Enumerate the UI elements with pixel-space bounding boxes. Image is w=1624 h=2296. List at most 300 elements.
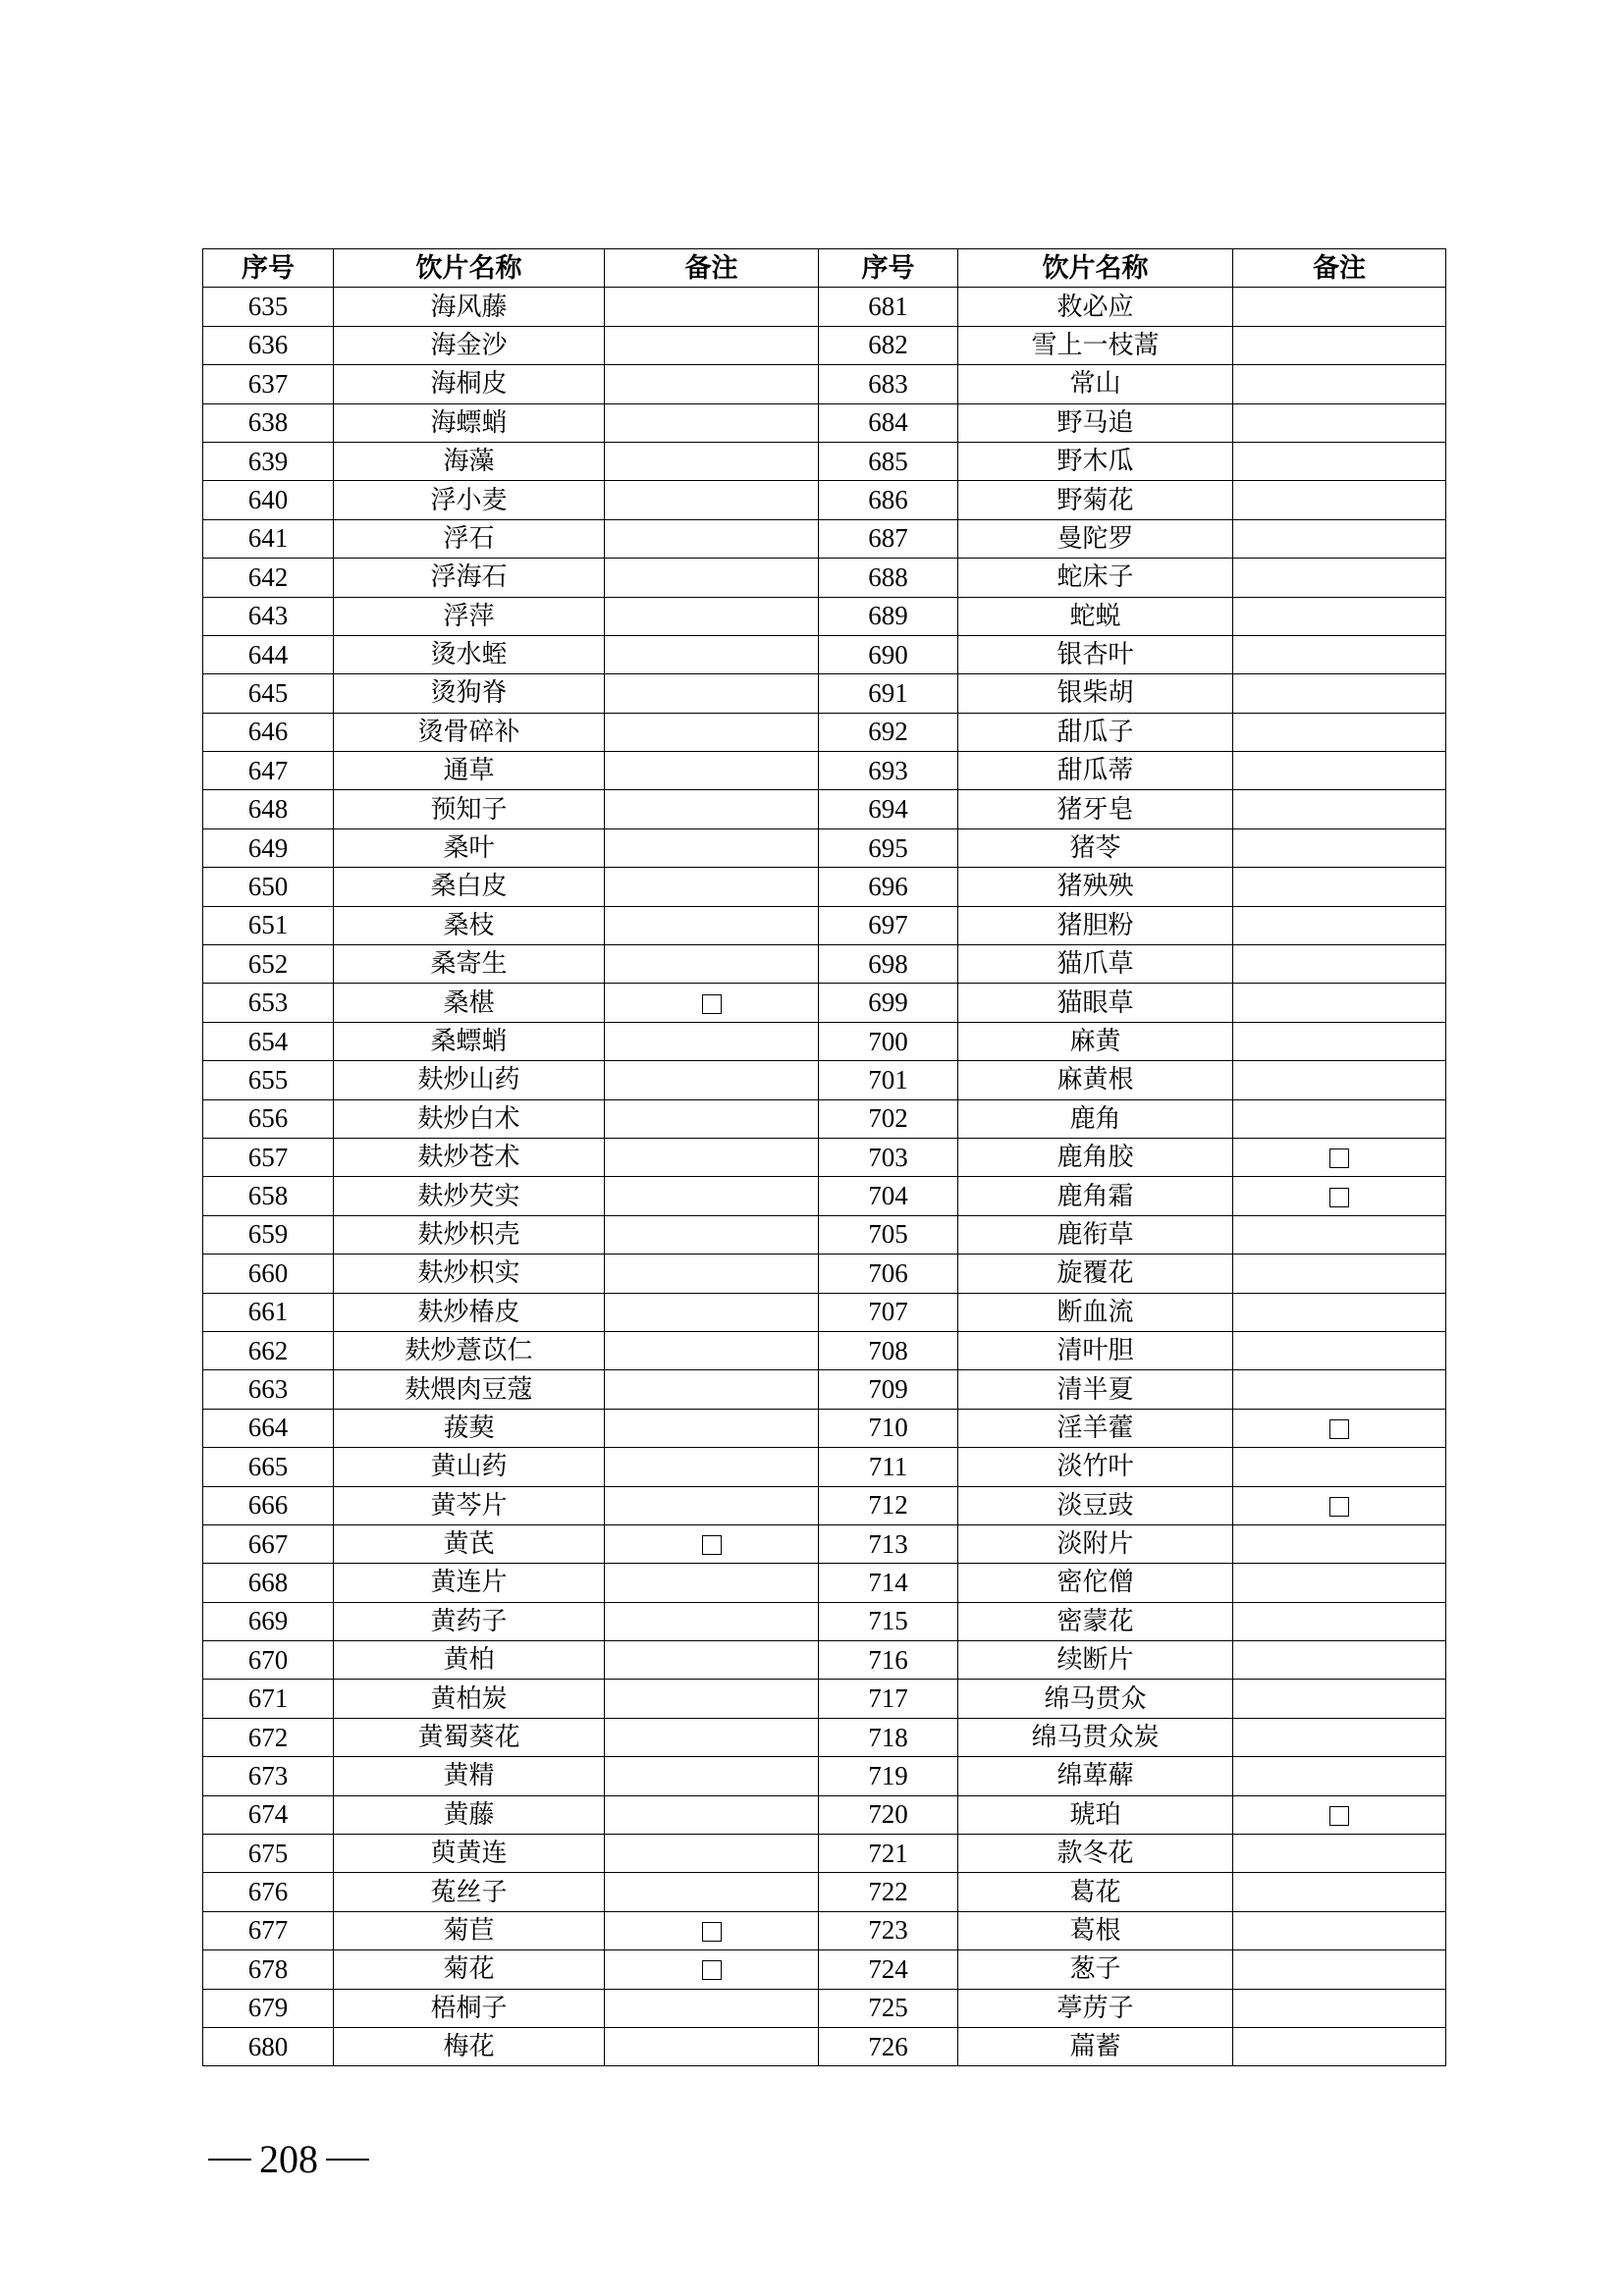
table-row: [203, 1641, 1446, 1680]
herb-number: 721: [819, 1835, 958, 1873]
herb-number: 724: [819, 1950, 958, 1989]
herb-name: 甜瓜子: [958, 713, 1233, 751]
herb-name: 黄柏: [334, 1641, 605, 1680]
herb-note: [605, 365, 819, 403]
herb-note: [605, 1331, 819, 1369]
table-row: [203, 906, 1446, 944]
table-row: [203, 1215, 1446, 1254]
herb-note: [605, 1680, 819, 1718]
herb-name: 预知子: [334, 790, 605, 828]
herb-note: [605, 1950, 819, 1989]
herb-note: [605, 713, 819, 751]
herb-name: 桑枝: [334, 906, 605, 944]
herb-number: 698: [819, 945, 958, 984]
herb-name: 烫水蛭: [334, 635, 605, 673]
herb-number: 717: [819, 1680, 958, 1718]
herb-note: [605, 868, 819, 906]
herb-name: 浮小麦: [334, 481, 605, 519]
herb-name: 黄藤: [334, 1795, 605, 1834]
herb-name: 雪上一枝蒿: [958, 326, 1233, 364]
herb-note: [1233, 559, 1446, 597]
herb-note: [605, 1524, 819, 1563]
herb-note: [1233, 1795, 1446, 1834]
table-row: [203, 1524, 1446, 1563]
herb-name: 桑椹: [334, 984, 605, 1022]
table-row: [203, 1448, 1446, 1486]
herb-number: 689: [819, 597, 958, 635]
herb-number: 672: [203, 1718, 334, 1756]
herb-number: 718: [819, 1718, 958, 1756]
herb-number: 662: [203, 1331, 334, 1369]
table-row: [203, 984, 1446, 1022]
herb-note: [605, 1061, 819, 1099]
herb-number: 679: [203, 1989, 334, 2027]
table-row: [203, 713, 1446, 751]
herb-number: 700: [819, 1022, 958, 1060]
herb-name: 葱子: [958, 1950, 1233, 1989]
herb-name: 萹蓄: [958, 2027, 1233, 2065]
herb-name: 黄芩片: [334, 1486, 605, 1524]
herb-number: 669: [203, 1602, 334, 1640]
checkbox-icon: [1329, 1806, 1349, 1826]
herb-number: 726: [819, 2027, 958, 2065]
herb-name: 麸炒白术: [334, 1099, 605, 1138]
herb-name: 麸炒山药: [334, 1061, 605, 1099]
herb-name: 葛根: [958, 1911, 1233, 1949]
header-number-right: 序号: [819, 249, 958, 288]
herb-name: 海螵蛸: [334, 403, 605, 442]
herb-name: 麸煨肉豆蔻: [334, 1370, 605, 1409]
herb-note: [1233, 1293, 1446, 1331]
table-row: [203, 1564, 1446, 1602]
herb-note: [605, 1641, 819, 1680]
herb-number: 667: [203, 1524, 334, 1563]
herb-name: 鹿衔草: [958, 1215, 1233, 1254]
herb-number: 704: [819, 1177, 958, 1215]
herb-number: 645: [203, 674, 334, 713]
table-row: [203, 1602, 1446, 1640]
herb-name: 浮石: [334, 519, 605, 558]
herb-name: 麸炒苍术: [334, 1138, 605, 1176]
herb-name: 黄芪: [334, 1524, 605, 1563]
herb-note: [605, 403, 819, 442]
herb-number: 685: [819, 442, 958, 480]
herb-note: [1233, 403, 1446, 442]
herb-name: 鹿角: [958, 1099, 1233, 1138]
herb-note: [1233, 790, 1446, 828]
herb-name: 琥珀: [958, 1795, 1233, 1834]
herb-note: [605, 1486, 819, 1524]
herb-name: 菟丝子: [334, 1873, 605, 1911]
herb-name: 续断片: [958, 1641, 1233, 1680]
herb-name: 野马追: [958, 403, 1233, 442]
herb-number: 676: [203, 1873, 334, 1911]
herb-number: 688: [819, 559, 958, 597]
herb-number: 659: [203, 1215, 334, 1254]
footer-dash-right: [326, 2159, 369, 2161]
herb-number: 638: [203, 403, 334, 442]
herb-note: [1233, 1641, 1446, 1680]
herb-name: 淫羊藿: [958, 1409, 1233, 1447]
herb-note: [605, 1138, 819, 1176]
herb-number: 723: [819, 1911, 958, 1949]
herb-number: 706: [819, 1255, 958, 1293]
table-row: [203, 635, 1446, 673]
table-row: [203, 442, 1446, 480]
herb-name: 麻黄根: [958, 1061, 1233, 1099]
herb-name: 绵马贯众炭: [958, 1718, 1233, 1756]
herb-name: 烫骨碎补: [334, 713, 605, 751]
table-row: [203, 1138, 1446, 1176]
herb-note: [1233, 326, 1446, 364]
header-number-left: 序号: [203, 249, 334, 288]
herb-number: 660: [203, 1255, 334, 1293]
table-row: [203, 1331, 1446, 1369]
herb-name: 曼陀罗: [958, 519, 1233, 558]
herb-note: [605, 906, 819, 944]
herb-note: [1233, 713, 1446, 751]
table-row: [203, 1757, 1446, 1795]
herb-note: [605, 984, 819, 1022]
herb-number: 684: [819, 403, 958, 442]
herb-note: [1233, 1950, 1446, 1989]
herb-number: 671: [203, 1680, 334, 1718]
table-row: [203, 1061, 1446, 1099]
herb-note: [1233, 1524, 1446, 1563]
table-row: [203, 1795, 1446, 1834]
table-row: [203, 790, 1446, 828]
herb-name: 鹿角霜: [958, 1177, 1233, 1215]
herb-note: [1233, 365, 1446, 403]
herb-note: [1233, 752, 1446, 790]
checkbox-icon: [1329, 1188, 1349, 1207]
herb-name: 麸炒薏苡仁: [334, 1331, 605, 1369]
table-row: [203, 828, 1446, 867]
table-row: [203, 1022, 1446, 1060]
herb-number: 674: [203, 1795, 334, 1834]
checkbox-icon: [1329, 1419, 1349, 1439]
table-row: [203, 1293, 1446, 1331]
herb-name: 甜瓜蒂: [958, 752, 1233, 790]
header-name-left: 饮片名称: [334, 249, 605, 288]
herb-number: 665: [203, 1448, 334, 1486]
herb-note: [1233, 1757, 1446, 1795]
herb-name: 密蒙花: [958, 1602, 1233, 1640]
table-row: [203, 403, 1446, 442]
herb-number: 695: [819, 828, 958, 867]
herb-number: 644: [203, 635, 334, 673]
herb-number: 690: [819, 635, 958, 673]
herb-number: 636: [203, 326, 334, 364]
herb-number: 697: [819, 906, 958, 944]
herb-number: 635: [203, 288, 334, 326]
herb-number: 686: [819, 481, 958, 519]
herb-note: [605, 1795, 819, 1834]
checkbox-icon: [1329, 1497, 1349, 1517]
herb-number: 649: [203, 828, 334, 867]
herb-note: [605, 288, 819, 326]
table-row: [203, 1486, 1446, 1524]
herb-number: 709: [819, 1370, 958, 1409]
herb-number: 642: [203, 559, 334, 597]
herb-note: [1233, 674, 1446, 713]
herb-number: 693: [819, 752, 958, 790]
herb-name: 常山: [958, 365, 1233, 403]
herb-note: [1233, 519, 1446, 558]
herb-name: 猪殃殃: [958, 868, 1233, 906]
herb-note: [1233, 1061, 1446, 1099]
herb-number: 656: [203, 1099, 334, 1138]
herb-note: [605, 1409, 819, 1447]
herb-note: [605, 1099, 819, 1138]
herb-note: [605, 2027, 819, 2065]
herb-note: [605, 1448, 819, 1486]
herb-note: [1233, 1873, 1446, 1911]
table-row: [203, 481, 1446, 519]
herb-number: 652: [203, 945, 334, 984]
herb-note: [605, 1564, 819, 1602]
herb-number: 677: [203, 1911, 334, 1949]
table-row: [203, 1911, 1446, 1949]
herb-number: 720: [819, 1795, 958, 1834]
herb-note: [605, 597, 819, 635]
herb-number: 658: [203, 1177, 334, 1215]
herb-name: 银杏叶: [958, 635, 1233, 673]
herb-name: 麻黄: [958, 1022, 1233, 1060]
table-row: [203, 868, 1446, 906]
herb-number: 707: [819, 1293, 958, 1331]
herb-note: [605, 674, 819, 713]
herb-number: 703: [819, 1138, 958, 1176]
herb-number: 711: [819, 1448, 958, 1486]
herb-number: 646: [203, 713, 334, 751]
herb-number: 708: [819, 1331, 958, 1369]
herb-name: 绵马贯众: [958, 1680, 1233, 1718]
herb-name: 猪牙皂: [958, 790, 1233, 828]
herb-name: 猫眼草: [958, 984, 1233, 1022]
herb-number: 702: [819, 1099, 958, 1138]
checkbox-icon: [702, 1922, 722, 1942]
herb-name: 桑叶: [334, 828, 605, 867]
herb-note: [605, 1215, 819, 1254]
table-row: [203, 752, 1446, 790]
herb-name: 黄精: [334, 1757, 605, 1795]
herb-note: [605, 945, 819, 984]
herb-note: [1233, 288, 1446, 326]
herb-number: 719: [819, 1757, 958, 1795]
herb-note: [1233, 1911, 1446, 1949]
herb-number: 714: [819, 1564, 958, 1602]
herb-name: 淡附片: [958, 1524, 1233, 1563]
herb-number: 681: [819, 288, 958, 326]
herb-name: 密佗僧: [958, 1564, 1233, 1602]
herb-number: 637: [203, 365, 334, 403]
herb-note: [1233, 635, 1446, 673]
herb-number: 691: [819, 674, 958, 713]
herb-note: [605, 1370, 819, 1409]
herb-number: 701: [819, 1061, 958, 1099]
herb-name: 黄柏炭: [334, 1680, 605, 1718]
herb-note: [605, 519, 819, 558]
herb-note: [1233, 1718, 1446, 1756]
herb-name: 菊苣: [334, 1911, 605, 1949]
table-row: [203, 519, 1446, 558]
herb-number: 664: [203, 1409, 334, 1447]
herb-note: [1233, 1215, 1446, 1254]
herb-number: 639: [203, 442, 334, 480]
herb-name: 黄药子: [334, 1602, 605, 1640]
herb-name: 萸黄连: [334, 1835, 605, 1873]
herb-note: [605, 326, 819, 364]
herb-note: [605, 1255, 819, 1293]
herb-note: [1233, 1409, 1446, 1447]
table-row: [203, 1680, 1446, 1718]
herb-number: 640: [203, 481, 334, 519]
herb-name: 麸炒枳实: [334, 1255, 605, 1293]
herb-number: 725: [819, 1989, 958, 2027]
herb-note: [1233, 1486, 1446, 1524]
herb-name: 梧桐子: [334, 1989, 605, 2027]
herb-name: 淡竹叶: [958, 1448, 1233, 1486]
herb-number: 699: [819, 984, 958, 1022]
herb-name: 猫爪草: [958, 945, 1233, 984]
table-row: [203, 1989, 1446, 2027]
table-row: [203, 597, 1446, 635]
herb-note: [605, 1602, 819, 1640]
header-note-right: 备注: [1233, 249, 1446, 288]
table-row: [203, 365, 1446, 403]
herb-note: [1233, 442, 1446, 480]
herb-name: 菊花: [334, 1950, 605, 1989]
herb-number: 678: [203, 1950, 334, 1989]
herb-name: 黄蜀葵花: [334, 1718, 605, 1756]
herb-name: 菝葜: [334, 1409, 605, 1447]
herb-number: 715: [819, 1602, 958, 1640]
herb-name: 淡豆豉: [958, 1486, 1233, 1524]
herb-note: [1233, 1448, 1446, 1486]
herb-name: 蛇蜕: [958, 597, 1233, 635]
herb-note: [1233, 1099, 1446, 1138]
table-row: [203, 1099, 1446, 1138]
herb-number: 692: [819, 713, 958, 751]
herb-note: [605, 1911, 819, 1949]
herb-number: 641: [203, 519, 334, 558]
header-note-left: 备注: [605, 249, 819, 288]
herb-name: 海藻: [334, 442, 605, 480]
herb-number: 647: [203, 752, 334, 790]
checkbox-icon: [702, 1960, 722, 1980]
herb-name: 黄山药: [334, 1448, 605, 1486]
herb-note: [1233, 828, 1446, 867]
herb-number: 713: [819, 1524, 958, 1563]
herb-number: 682: [819, 326, 958, 364]
herb-note: [1233, 1138, 1446, 1176]
herb-note: [1233, 868, 1446, 906]
herb-note: [1233, 1835, 1446, 1873]
herb-name: 救必应: [958, 288, 1233, 326]
herb-note: [1233, 1331, 1446, 1369]
herb-name: 绵萆薢: [958, 1757, 1233, 1795]
herb-number: 663: [203, 1370, 334, 1409]
herb-name: 蛇床子: [958, 559, 1233, 597]
herb-number: 657: [203, 1138, 334, 1176]
herb-number: 654: [203, 1022, 334, 1060]
herb-name: 梅花: [334, 2027, 605, 2065]
herb-note: [605, 1022, 819, 1060]
herb-note: [1233, 1564, 1446, 1602]
herb-name: 猪胆粉: [958, 906, 1233, 944]
herb-name: 葛花: [958, 1873, 1233, 1911]
checkbox-icon: [702, 1535, 722, 1555]
herb-name: 烫狗脊: [334, 674, 605, 713]
herb-note: [605, 1835, 819, 1873]
herb-note: [605, 1718, 819, 1756]
herb-number: 712: [819, 1486, 958, 1524]
herb-note: [605, 1757, 819, 1795]
header-name-right: 饮片名称: [958, 249, 1233, 288]
herb-number: 673: [203, 1757, 334, 1795]
herb-name: 麸炒椿皮: [334, 1293, 605, 1331]
herb-name: 猪苓: [958, 828, 1233, 867]
table-row: [203, 1255, 1446, 1293]
table-row: [203, 1370, 1446, 1409]
herb-name: 海桐皮: [334, 365, 605, 403]
herb-note: [1233, 2027, 1446, 2065]
herb-list-table: [202, 248, 1446, 2066]
table-row: [203, 674, 1446, 713]
herb-note: [1233, 906, 1446, 944]
herb-name: 浮海石: [334, 559, 605, 597]
table-row: [203, 559, 1446, 597]
herb-name: 桑寄生: [334, 945, 605, 984]
herb-name: 桑白皮: [334, 868, 605, 906]
herb-number: 655: [203, 1061, 334, 1099]
herb-note: [1233, 1177, 1446, 1215]
herb-number: 650: [203, 868, 334, 906]
herb-note: [605, 752, 819, 790]
herb-name: 鹿角胶: [958, 1138, 1233, 1176]
herb-number: 648: [203, 790, 334, 828]
footer-dash-left: [208, 2159, 251, 2161]
page-footer: [208, 2137, 369, 2181]
herb-number: 722: [819, 1873, 958, 1911]
herb-name: 黄连片: [334, 1564, 605, 1602]
herb-number: 675: [203, 1835, 334, 1873]
herb-note: [605, 828, 819, 867]
table-row: [203, 1950, 1446, 1989]
herb-name: 野菊花: [958, 481, 1233, 519]
herb-number: 668: [203, 1564, 334, 1602]
herb-name: 清叶胆: [958, 1331, 1233, 1369]
herb-note: [1233, 1022, 1446, 1060]
herb-number: 705: [819, 1215, 958, 1254]
table-row: [203, 288, 1446, 326]
herb-number: 683: [819, 365, 958, 403]
table-row: [203, 2027, 1446, 2065]
table-header-row: [203, 249, 1446, 288]
herb-note: [605, 1873, 819, 1911]
herb-note: [605, 635, 819, 673]
table-row: [203, 1409, 1446, 1447]
table-row: [203, 1718, 1446, 1756]
table-body: [203, 288, 1446, 2066]
herb-number: 653: [203, 984, 334, 1022]
herb-name: 麸炒枳壳: [334, 1215, 605, 1254]
checkbox-icon: [1329, 1148, 1349, 1168]
herb-note: [1233, 945, 1446, 984]
herb-number: 643: [203, 597, 334, 635]
herb-note: [1233, 1255, 1446, 1293]
